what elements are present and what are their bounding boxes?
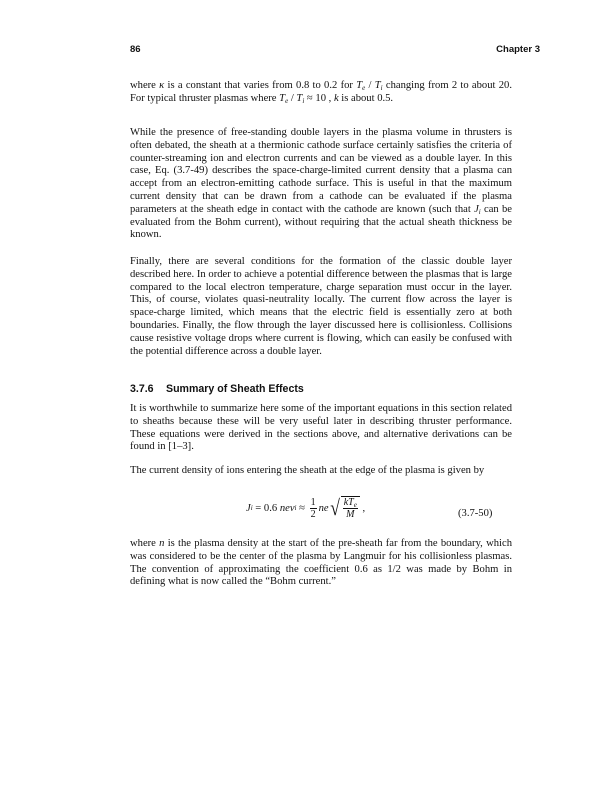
sqrt-expression: √ $\frac{kT_e}{M}$ [329,496,360,520]
paragraph-bohm: where n is the plasma density at the start of the pre-sheath far from the boundary, which was considered to be the center of the plasma by Langmuir for his collisionless plasmas. The convention of approximating the coefficient 0.6 as 1/2 was made by Bohm in defining what is now called the “Bohm current.” [130,538,512,588]
paragraph-conditions: Finally, there are several conditions for the formation of the classic double layer described here. In order to achieve a potential difference between the plasmas that is large compared to the local electron temperature, charge separation must occur in the layer. This, of course, violates quasi-neutrality locally. The current flow across the layer is space-charge limited, which means that the electric field is essentially zero at both boundaries. Finally, the flow through the layer discussed here is collisionless. Collisions cause resistive voltage drops where current is flowing, which can easily be confused with the potential difference across a double layer. [130,256,512,357]
equation-number: (3.7-50) [458,508,493,519]
page-number: 86 [130,44,141,55]
section-heading [130,383,304,395]
paragraph-kappa: where κ is a constant that varies from 0.8 to 0.2 for $T_e / T_i$ changing from 2 to about 20. For typical thruster plasmas where $T_e / T_i \approx 10$ , k is about 0.5. [130,80,512,105]
section-title: Summary of Sheath Effects [166,383,304,395]
paragraph-current-density: The current density of ions entering the sheath at the edge of the plasma is given by [130,465,485,476]
section-number: 3.7.6 [130,383,154,395]
equation-3-7-50: J i = 0.6 nev i ≈ $\frac{1}{2}$ ne √ $\frac{kT_e}{M}$ , [246,495,366,520]
paragraph-summary: It is worthwhile to summarize here some of the important equations in this section related to sheaths because these will be very useful later in describing thruster performance. These equations were derived in the sections above, and alternative derivations can be found in [1–3]. [130,403,512,453]
paragraph-double-layer: While the presence of free-standing double layers in the plasma volume in thrusters is often debated, the sheath at a thermionic cathode surface certainly satisfies the criteria of counter-streaming ion and electron currents and can be viewed as a double layer. In this case, Eq. (3.7-49) describes the space-charge-limited current density that a plasma can accept from an electron-emitting cathode surface. This is useful in that the maximum current density that can be drawn from a cathode can be evaluated if the plasma parameters at the sheath edge in contact with the cathode are known (such that $J_i$ can be evaluated from the Bohm current), without requiring that the actual sheath thickness be known. [130,127,512,241]
fraction-half: $\frac{1}{2}$ [310,496,316,520]
chapter-label: Chapter 3 [496,44,540,55]
